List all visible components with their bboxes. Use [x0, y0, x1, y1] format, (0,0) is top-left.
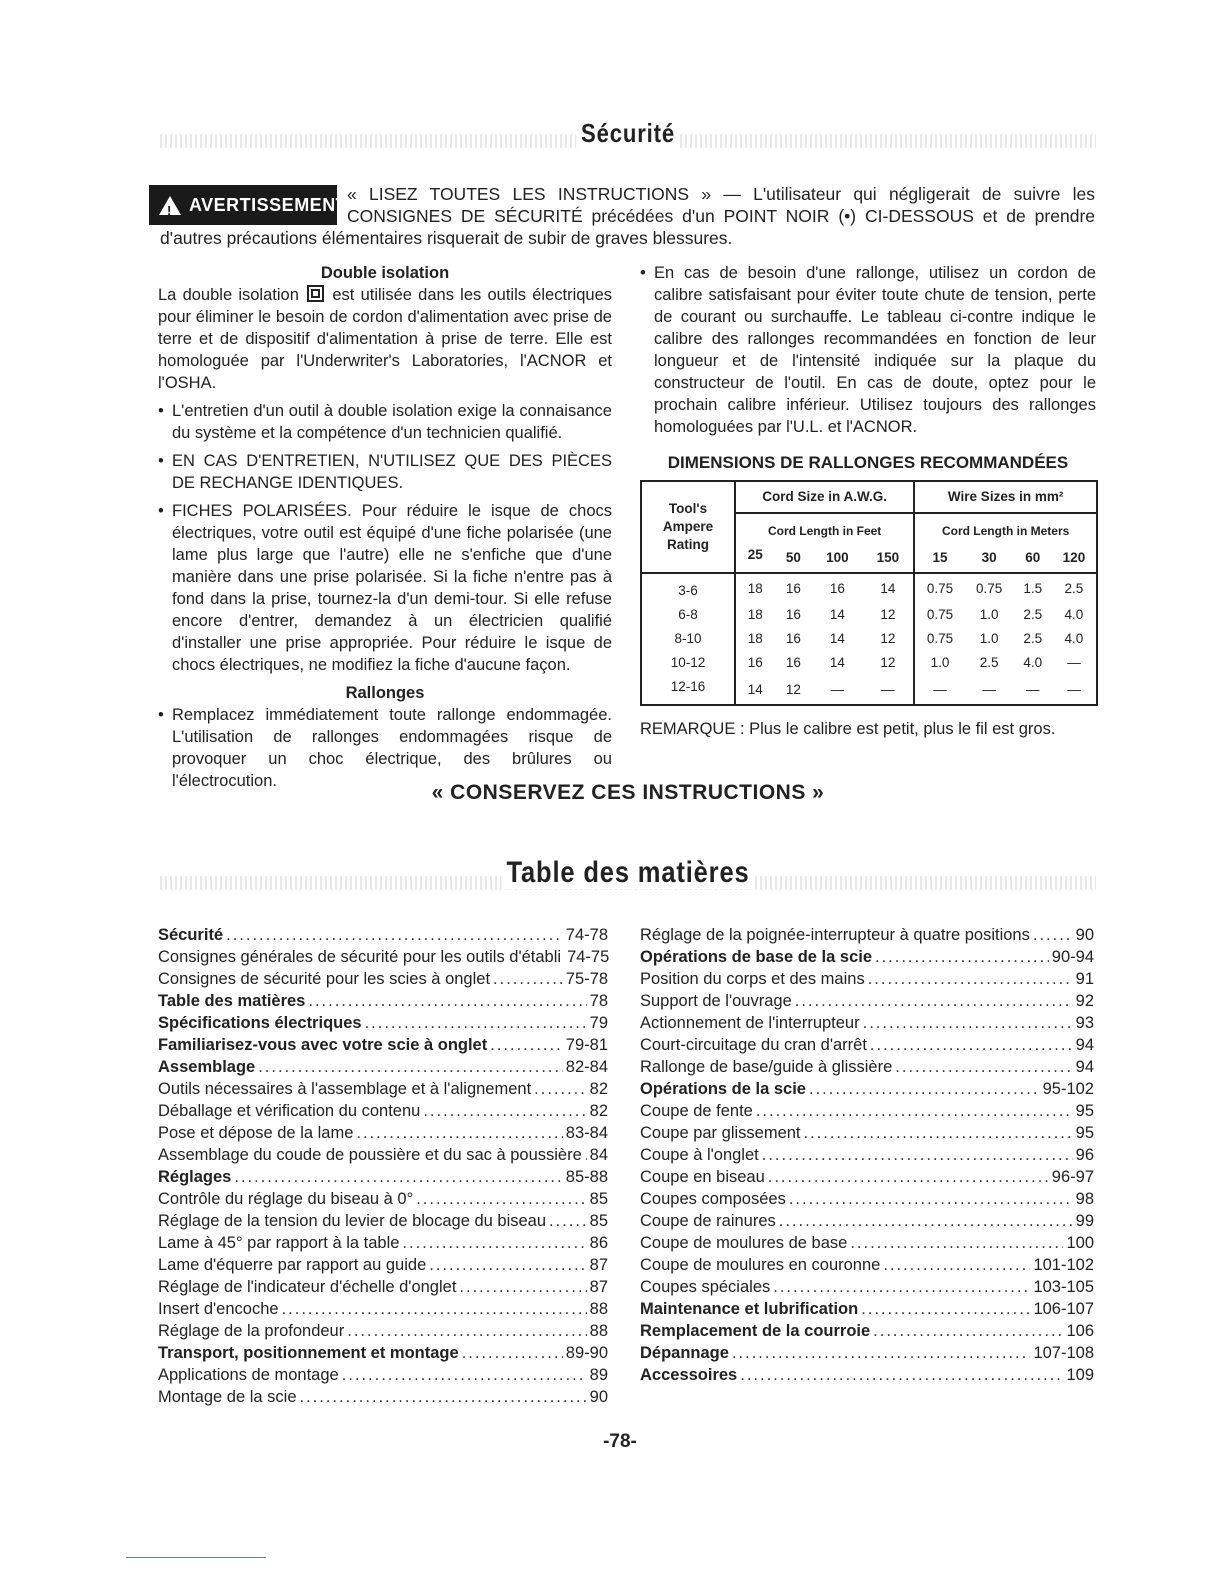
toc-entry-page: 87 [589, 1256, 608, 1274]
toc-entry-page: 98 [1075, 1190, 1094, 1208]
toc-left-column [158, 924, 608, 1408]
toc-leader-dots [402, 1232, 586, 1254]
toc-leader-dots [282, 1298, 587, 1320]
awg-cell: 14 [829, 607, 845, 622]
toc-entry-label: Coupe de fente [640, 1102, 753, 1120]
toc-entry [158, 990, 608, 1012]
toc-entry-page: 96 [1075, 1146, 1094, 1164]
toc-entry-label: Opérations de base de la scie [640, 948, 873, 966]
toc-entry-label: Réglage de la profondeur [158, 1322, 345, 1340]
toc-entry [158, 1034, 608, 1056]
mm-cell: 2.5 [1064, 580, 1084, 596]
toc-entry [640, 1078, 1094, 1100]
toc-entry-page: 109 [1066, 1366, 1094, 1384]
toc-entry-page: 90 [1075, 926, 1094, 944]
mm-cell: — [982, 681, 996, 697]
awg-cell: 14 [880, 580, 896, 596]
toc-entry-page: 75-78 [565, 970, 608, 988]
feet-value: 150 [862, 543, 914, 573]
toc-entry [158, 968, 608, 990]
warning-badge-label: AVERTISSEMENT [189, 195, 348, 215]
toc-entry [640, 1166, 1094, 1188]
toc-entry [158, 1364, 608, 1386]
toc-entry-page: 74-78 [565, 926, 608, 944]
awg-cell: 16 [785, 631, 801, 646]
warning-block [160, 183, 1095, 249]
toc-entry [158, 1276, 608, 1298]
security-title: Sécurité [576, 118, 680, 148]
toc-entry [640, 968, 1094, 990]
toc-entry-page: 95-102 [1042, 1080, 1094, 1098]
toc-entry [640, 1034, 1094, 1056]
amp-cell: 12-16 [670, 679, 706, 694]
amp-cell: 8-10 [674, 631, 702, 646]
remarque-note: REMARQUE : Plus le calibre est petit, plus le fil est gros. [640, 720, 1056, 738]
toc-entry-page: 95 [1075, 1102, 1094, 1120]
toc-leader-dots [493, 968, 563, 990]
toc-entry-label: Montage de la scie [158, 1388, 297, 1406]
toc-entry-page: 78 [589, 992, 608, 1010]
toc-entry [158, 1012, 608, 1034]
feet-value: 100 [812, 543, 862, 573]
toc-entry-page: 91 [1075, 970, 1094, 988]
toc-leader-dots [585, 1144, 587, 1166]
toc-entry-page: 87 [589, 1278, 608, 1296]
toc-entry-label: Dépannage [640, 1344, 729, 1362]
toc-leader-dots [756, 1100, 1073, 1122]
toc-entry [158, 1188, 608, 1210]
toc-leader-dots [490, 1034, 563, 1056]
toc-leader-dots [804, 1122, 1073, 1144]
toc-leader-dots [416, 1188, 586, 1210]
meters-value: 30 [965, 543, 1014, 573]
bullet-item: • EN CAS D'ENTRETIEN, N'UTILISEZ QUE DES PIÈCES DE RECHANGE IDENTIQUES. [158, 450, 612, 494]
toc-leader-dots [226, 924, 563, 946]
awg-cell: 14 [829, 631, 845, 646]
toc-entry [640, 1254, 1094, 1276]
toc-entry-label: Déballage et vérification du contenu [158, 1102, 421, 1120]
toc-entry-page: 99 [1075, 1212, 1094, 1230]
toc-entry [158, 1166, 608, 1188]
toc-leader-dots [549, 1210, 587, 1232]
toc-entry-label: Contrôle du réglage du biseau à 0° [158, 1190, 414, 1208]
double-isolation-text [158, 284, 612, 394]
cord-size-table [640, 480, 1098, 706]
toc-entry-label: Assemblage du coude de poussière et du sac à poussière [158, 1146, 582, 1164]
toc-entry-page: 88 [589, 1322, 608, 1340]
toc-entry [158, 1122, 608, 1144]
mm-cell: 1.0 [979, 607, 999, 622]
double-insulation-symbol-icon [307, 285, 324, 302]
awg-cell: 16 [735, 651, 774, 675]
toc-entry-label: Coupe de rainures [640, 1212, 776, 1230]
toc-entry-page: 84 [589, 1146, 608, 1164]
toc-leader-dots [873, 1320, 1063, 1342]
mm-cell: 1.0 [914, 651, 964, 675]
toc-entry [640, 1210, 1094, 1232]
toc-entry-label: Consignes générales de sécurité pour les outils d'établi [158, 948, 562, 966]
mm-cell: 0.75 [976, 580, 1003, 596]
toc-entry-label: Lame d'équerre par rapport au guide [158, 1256, 427, 1274]
awg-cell: 16 [785, 607, 801, 622]
toc-entry-page: 106 [1066, 1322, 1094, 1340]
mm-cell: 1.5 [1023, 580, 1043, 596]
toc-entry-page: 101-102 [1033, 1256, 1094, 1274]
toc-leader-dots [462, 1342, 563, 1364]
toc-entry [158, 924, 608, 946]
toc-leader-dots [308, 990, 586, 1012]
bullet-item: • Remplacez immédiatement toute rallonge endommagée. L'utilisation de rallonges endommagées risque de provoquer un choc électrique, des brûlures ou l'électrocution. [158, 704, 612, 792]
toc-entry-label: Pose et dépose de la lame [158, 1124, 354, 1142]
toc-leader-dots [342, 1364, 587, 1386]
toc-leader-dots [895, 1056, 1072, 1078]
toc-entry-page: 85-88 [565, 1168, 608, 1186]
table-row [641, 603, 1097, 627]
amp-cell: 6-8 [678, 607, 698, 622]
toc-entry [640, 1056, 1094, 1078]
amp-cell: 10-12 [670, 655, 706, 670]
toc-entry-page: 82 [589, 1102, 608, 1120]
awg-cell: 14 [735, 675, 774, 705]
toc-entry-label: Réglages [158, 1168, 232, 1186]
mm-cell: — [914, 675, 964, 705]
toc-entry [640, 1188, 1094, 1210]
toc-entry [158, 1210, 608, 1232]
toc-entry-page: 85 [589, 1212, 608, 1230]
toc-entry-label: Actionnement de l'interrupteur [640, 1014, 860, 1032]
awg-cell: 12 [880, 607, 896, 622]
toc-entry [158, 1078, 608, 1100]
mm-cell: — [1067, 681, 1081, 697]
toc-leader-dots [534, 1078, 586, 1100]
toc-entry-page: 90 [589, 1388, 608, 1406]
toc-entry [158, 1232, 608, 1254]
toc-entry-label: Accessoires [640, 1366, 738, 1384]
double-isolation-title: Double isolation [320, 264, 450, 282]
toc-entry-page: 93 [1075, 1014, 1094, 1032]
awg-cell: 18 [735, 627, 774, 651]
feet-value: 50 [774, 543, 812, 573]
mm-cell: 0.75 [914, 627, 964, 651]
toc-entry-page: 89-90 [565, 1344, 608, 1362]
toc-entry-label: Familiarisez-vous avec votre scie à onglet [158, 1036, 488, 1054]
toc-leader-dots [883, 1254, 1030, 1276]
toc-entry-label: Position du corps et des mains [640, 970, 865, 988]
toc-leader-dots [762, 1144, 1073, 1166]
toc-entry [640, 1342, 1094, 1364]
toc-entry-page: 94 [1075, 1058, 1094, 1076]
feet-value: 25 [735, 543, 774, 573]
mm-cell: — [1067, 655, 1081, 670]
awg-cell: 18 [735, 603, 774, 627]
toc-leader-dots [429, 1254, 586, 1276]
mm-cell: — [1026, 681, 1040, 697]
toc-entry [640, 1232, 1094, 1254]
toc-leader-dots [1033, 924, 1073, 946]
toc-entry [158, 1100, 608, 1122]
toc-entry [158, 1254, 608, 1276]
toc-entry-label: Outils nécessaires à l'assemblage et à l'alignement [158, 1080, 532, 1098]
awg-cell: 16 [785, 655, 801, 670]
awg-cell: 12 [880, 631, 896, 646]
bullet-item: • En cas de besoin d'une rallonge, utilisez un cordon de calibre satisfaisant pour éviter toute chute de tension, perte de courant ou surchauffe. Le tableau ci-contre indique le calibre des rallonges recommandées en fonction de leur longueur et de l'intensité indiquée sur la plaque du constructeur de l'outil. En cas de doute, optez pour le prochain calibre inférieur. Utilisez toujours des rallonges homologuées par l'U.L. et l'ACNOR. [640, 262, 1096, 438]
bullet-item: • FICHES POLARISÉES. Pour réduire le isque de chocs électriques, votre outil est équipé d'une fiche polarisée (une lame plus large que l'autre) elle ne s'enfiche que d'une manière dans une prise polarisée. Si la fiche n'entre pas à fond dans la prise, tournez-la d'un demi-tour. Si elle refuse encore d'entrer, demandez à un électricien qualifié d'installer une prise appropriée. Pour réduire le isque de chocs électriques, ne modifiez la fiche d'aucune façon. [158, 500, 612, 676]
toc-entry [158, 1342, 608, 1364]
toc-entry [158, 1056, 608, 1078]
toc-entry [158, 1144, 608, 1166]
toc-entry-label: Remplacement de la courroie [640, 1322, 871, 1340]
toc-entry-label: Transport, positionnement et montage [158, 1344, 459, 1362]
page-number: -78- [603, 1431, 637, 1452]
meters-value: 15 [914, 543, 964, 573]
footer-line [126, 1557, 266, 1558]
toc-right-column [640, 924, 1094, 1386]
toc-entry-label: Réglage de l'indicateur d'échelle d'onglet [158, 1278, 457, 1296]
meters-header: Cord Length in Meters [914, 513, 1097, 543]
toc-entry [158, 946, 608, 968]
toc-entry [640, 1276, 1094, 1298]
toc-entry-label: Lame à 45° par rapport à la table [158, 1234, 400, 1252]
mm-cell: 2.5 [979, 655, 999, 670]
cord-table-title: DIMENSIONS DE RALLONGES RECOMMANDÉES [667, 453, 1069, 472]
awg-header: Cord Size in A.W.G. [735, 481, 914, 513]
double-isolation-text-a: La double isolation [158, 286, 299, 304]
mm-cell: 1.0 [979, 631, 999, 646]
awg-cell: — [881, 681, 895, 697]
toc-entry-label: Coupe de moulures de base [640, 1234, 848, 1252]
left-column [158, 262, 612, 792]
toc-entry [640, 990, 1094, 1012]
toc-entry [640, 1298, 1094, 1320]
toc-leader-dots [740, 1364, 1063, 1386]
toc-leader-dots [850, 1232, 1063, 1254]
awg-cell: 16 [785, 580, 801, 596]
toc-entry-label: Coupe de moulures en couronne [640, 1256, 881, 1274]
toc-entry-label: Applications de montage [158, 1366, 339, 1384]
toc-entry-page: 88 [589, 1300, 608, 1318]
mm-cell: 4.0 [1064, 631, 1084, 646]
table-row [641, 627, 1097, 651]
toc-entry [158, 1298, 608, 1320]
toc-leader-dots [789, 1188, 1073, 1210]
toc-entry-label: Coupe à l'onglet [640, 1146, 759, 1164]
toc-entry-page: 94 [1075, 1036, 1094, 1054]
tool-header-line: Rating [667, 537, 709, 552]
toc-entry-label: Maintenance et lubrification [640, 1300, 859, 1318]
toc-entry-page: 82-84 [565, 1058, 608, 1076]
toc-entry-page: 79 [589, 1014, 608, 1032]
awg-cell: 12 [880, 655, 896, 670]
toc-leader-dots [347, 1320, 586, 1342]
amp-cell: 3-6 [678, 583, 698, 598]
toc-leader-dots [863, 1012, 1073, 1034]
toc-entry-label: Table des matières [158, 992, 306, 1010]
warning-triangle-icon [159, 196, 181, 215]
toc-entry-label: Coupe par glissement [640, 1124, 801, 1142]
toc-entry-page: 82 [589, 1080, 608, 1098]
rallonges-title: Rallonges [345, 684, 425, 702]
toc-entry-page: 107-108 [1033, 1344, 1094, 1362]
mm-cell: 2.5 [1023, 607, 1043, 622]
toc-entry-label: Spécifications électriques [158, 1014, 362, 1032]
mm-cell: 4.0 [1064, 607, 1084, 622]
toc-entry [640, 924, 1094, 946]
toc-entry-page: 89 [589, 1366, 608, 1384]
conserve-instructions: « CONSERVEZ CES INSTRUCTIONS » [431, 781, 825, 804]
awg-cell: 12 [785, 681, 801, 697]
toc-leader-dots [234, 1166, 562, 1188]
toc-entry [640, 946, 1094, 968]
toc-entry-label: Rallonge de base/guide à glissière [640, 1058, 893, 1076]
security-header [160, 118, 1096, 162]
toc-entry-page: 90-94 [1051, 948, 1094, 966]
mm-cell: 0.75 [914, 603, 964, 627]
toc-entry-label: Réglage de la tension du levier de blocage du biseau [158, 1212, 547, 1230]
toc-leader-dots [732, 1342, 1031, 1364]
toc-entry-label: Court-circuitage du cran d'arrêt [640, 1036, 867, 1054]
toc-entry [640, 1144, 1094, 1166]
toc-leader-dots [356, 1122, 562, 1144]
toc-entry [640, 1012, 1094, 1034]
toc-entry-page: 85 [589, 1190, 608, 1208]
table-row [641, 675, 1097, 705]
toc-entry [158, 1386, 608, 1408]
mm-cell: 0.75 [914, 573, 964, 603]
toc-entry-page: 103-105 [1033, 1278, 1094, 1296]
toc-entry-label: Coupes composées [640, 1190, 786, 1208]
toc-entry-page: 95 [1075, 1124, 1094, 1142]
toc-leader-dots [809, 1078, 1040, 1100]
toc-entry [640, 1122, 1094, 1144]
toc-entry [640, 1320, 1094, 1342]
toc-entry-label: Insert d'encoche [158, 1300, 279, 1318]
meters-value: 60 [1014, 543, 1052, 573]
mm-header: Wire Sizes in mm² [914, 481, 1097, 513]
awg-cell: 18 [735, 573, 774, 603]
toc-entry-label: Consignes de sécurité pour les scies à onglet [158, 970, 491, 988]
toc-leader-dots [795, 990, 1073, 1012]
toc-leader-dots [300, 1386, 587, 1408]
tool-header-line: Tool's [668, 501, 708, 516]
bullet-item: • L'entretien d'un outil à double isolation exige la connaisance du système et la compétence d'un technicien qualifié. [158, 400, 612, 444]
toc-title: Table des matières [501, 856, 754, 889]
toc-leader-dots [423, 1100, 586, 1122]
double-isolation-text-b: est utilisée dans les outils électriques pour éliminer le besoin de cordon d'alimentation avec prise de terre et de dispositif d'alimentation à prise de terre. Elle est homologuée par l'Underwriter's Laboratories, l'ACNOR et l'OSHA. [158, 286, 613, 392]
toc-header [160, 856, 1096, 904]
toc-entry-page: 83-84 [565, 1124, 608, 1142]
toc-leader-dots [861, 1298, 1030, 1320]
toc-leader-dots [779, 1210, 1073, 1232]
toc-leader-dots [875, 946, 1049, 968]
mm-cell: 2.5 [1023, 631, 1043, 646]
table-row [641, 573, 1097, 603]
toc-leader-dots [768, 1166, 1049, 1188]
toc-entry-label: Coupes spéciales [640, 1278, 771, 1296]
right-column [640, 262, 1096, 740]
toc-entry-page: 100 [1066, 1234, 1094, 1252]
toc-entry-page: 79-81 [565, 1036, 608, 1054]
toc-leader-dots [773, 1276, 1030, 1298]
toc-entry-label: Assemblage [158, 1058, 256, 1076]
toc-entry-page: 74-75 [567, 948, 610, 966]
toc-entry-page: 86 [589, 1234, 608, 1252]
toc-entry-label: Opérations de la scie [640, 1080, 806, 1098]
toc-entry [158, 1320, 608, 1342]
tool-ampere-header [641, 481, 735, 573]
warning-text: « LISEZ TOUTES LES INSTRUCTIONS » — L'utilisateur qui négligerait de suivre les CONSIGNES DE SÉCURITÉ précédées d'un POINT NOIR (•) CI-DESSOUS et de prendre d'autres précautions élémentaires risquerait de subir de graves blessures. [160, 184, 1095, 248]
tool-header-line: Ampere [662, 519, 714, 534]
toc-entry-page: 96-97 [1051, 1168, 1094, 1186]
toc-leader-dots [258, 1056, 563, 1078]
toc-entry-page: 92 [1075, 992, 1094, 1010]
awg-cell: 16 [829, 580, 845, 596]
meters-value: 120 [1052, 543, 1097, 573]
toc-entry-page: 106-107 [1033, 1300, 1094, 1318]
mm-cell: 4.0 [1023, 655, 1043, 670]
toc-leader-dots [868, 968, 1073, 990]
table-row [641, 651, 1097, 675]
toc-entry [640, 1364, 1094, 1386]
toc-entry-label: Support de l'ouvrage [640, 992, 792, 1010]
awg-cell: — [830, 681, 845, 697]
toc-entry-label: Coupe en biseau [640, 1168, 765, 1186]
awg-cell: 14 [829, 655, 845, 670]
toc-leader-dots [870, 1034, 1073, 1056]
toc-entry-label: Sécurité [158, 926, 224, 944]
warning-badge [149, 185, 348, 225]
toc-leader-dots [459, 1276, 586, 1298]
toc-leader-dots [365, 1012, 587, 1034]
feet-header: Cord Length in Feet [735, 513, 914, 543]
toc-entry-label: Réglage de la poignée-interrupteur à quatre positions [640, 926, 1030, 944]
toc-entry [640, 1100, 1094, 1122]
